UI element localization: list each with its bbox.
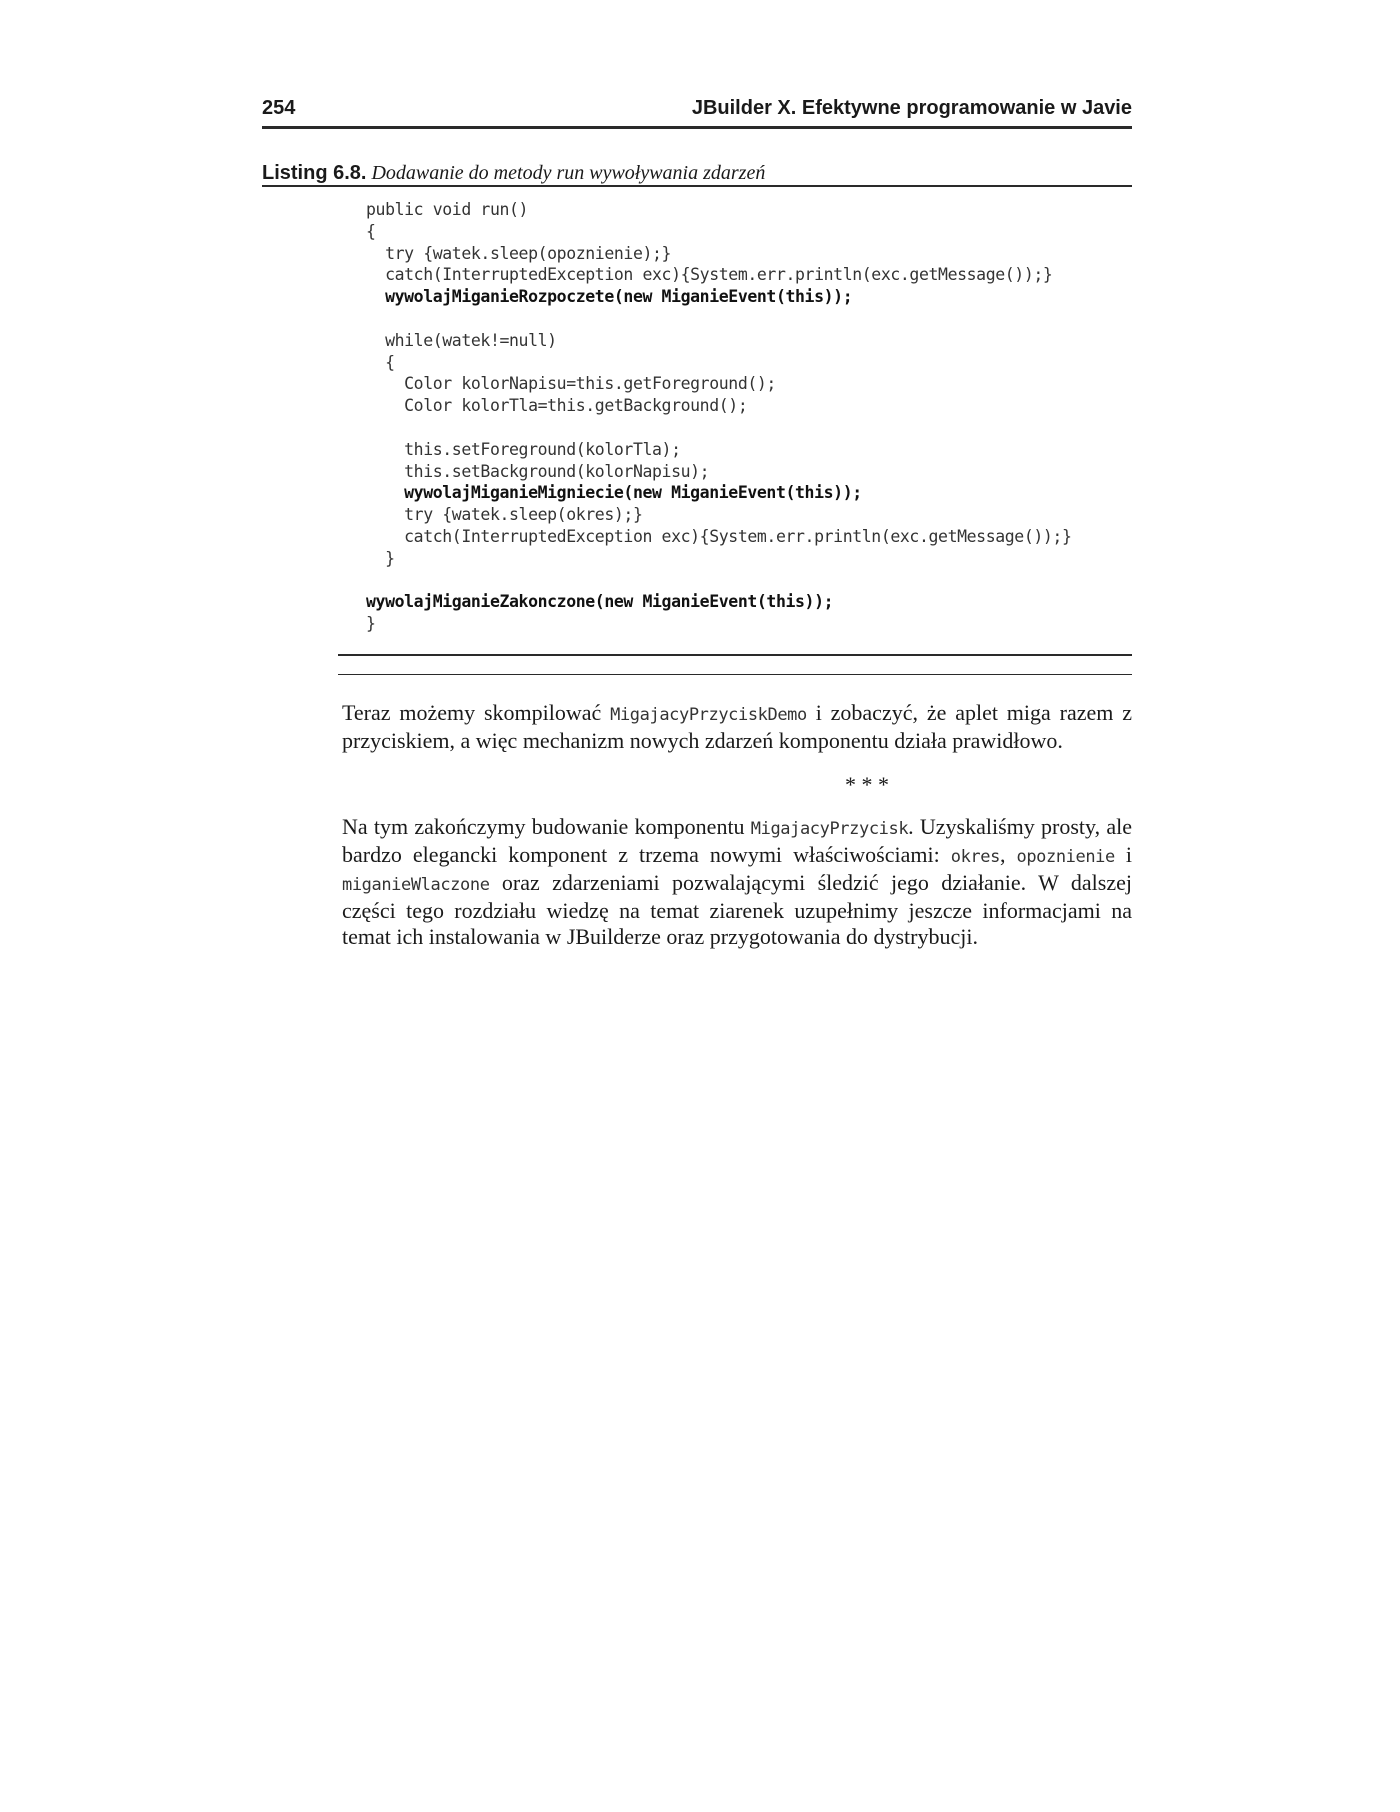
code-line: catch(InterruptedException exc){System.err.println(exc.getMessage());}	[366, 526, 1072, 546]
page-header	[262, 96, 1132, 129]
listing-end-rule-thin	[338, 674, 1132, 675]
code-line	[366, 308, 1072, 330]
code-line-highlighted: wywolajMiganieZakonczone(new MiganieEvent(this));	[366, 592, 834, 612]
paragraph-text: i	[1114, 842, 1132, 867]
paragraph-text: Teraz możemy skompilować	[342, 700, 611, 725]
paragraph-text: ,	[999, 842, 1017, 867]
listing-caption	[262, 161, 1132, 187]
inline-code: miganieWlaczone	[342, 875, 490, 895]
code-line-highlighted: wywolajMiganieMigniecie(new MiganieEvent(this));	[366, 483, 862, 503]
code-line	[366, 417, 1072, 439]
code-line: {	[366, 221, 376, 241]
code-line: try {watek.sleep(okres);}	[366, 505, 643, 525]
inline-code: okres	[950, 847, 1000, 867]
paragraph-text: i zobaczyć, że aplet miga razem z przyciskiem, a więc mechanizm nowych zdarzeń komponentu działa prawidłowo.	[342, 700, 1132, 753]
page-number: 254	[262, 97, 296, 119]
body-paragraph	[342, 814, 1132, 950]
code-listing	[366, 199, 1072, 635]
listing-title: Dodawanie do metody run wywoływania zdarzeń	[371, 162, 766, 184]
body-paragraph	[342, 700, 1132, 754]
inline-code: opoznienie	[1016, 847, 1115, 867]
inline-code: MigajacyPrzyciskDemo	[610, 705, 807, 725]
code-line: catch(InterruptedException exc){System.err.println(exc.getMessage());}	[366, 265, 1053, 285]
code-line: {	[366, 352, 395, 372]
code-line-highlighted: wywolajMiganieRozpoczete(new MiganieEvent(this));	[366, 287, 853, 307]
code-line	[366, 570, 1072, 592]
code-line: Color kolorNapisu=this.getForeground();	[366, 374, 776, 394]
code-line: Color kolorTla=this.getBackground();	[366, 396, 748, 416]
section-separator: * * *	[845, 772, 889, 797]
code-line: public void run()	[366, 200, 529, 219]
listing-end-rule	[338, 654, 1132, 656]
code-line: while(watek!=null)	[366, 330, 557, 350]
paragraph-text: Na tym zakończymy budowanie komponentu	[342, 814, 751, 839]
inline-code: MigajacyPrzycisk	[750, 819, 909, 839]
running-head: JBuilder X. Efektywne programowanie w Javie	[691, 97, 1132, 119]
code-line: this.setBackground(kolorNapisu);	[366, 461, 710, 481]
code-line: this.setForeground(kolorTla);	[366, 439, 681, 459]
code-line: }	[366, 614, 376, 634]
code-line: try {watek.sleep(opoznienie);}	[366, 243, 672, 263]
paragraph-text: oraz zdarzeniami pozwalającymi śledzić jego działanie. W dalszej części tego rozdziału wiedzę na temat ziarenek uzupełnimy jeszcze informacjami na temat ich instalowania w JBuilderze oraz przygotowania do dystrybucji.	[342, 870, 1132, 949]
paragraph-text: . Uzyskaliśmy prosty, ale bardzo elegancki komponent z trzema nowymi właściwościami:	[342, 814, 1132, 867]
listing-label: Listing 6.8.	[262, 162, 367, 184]
code-line: }	[366, 548, 395, 568]
